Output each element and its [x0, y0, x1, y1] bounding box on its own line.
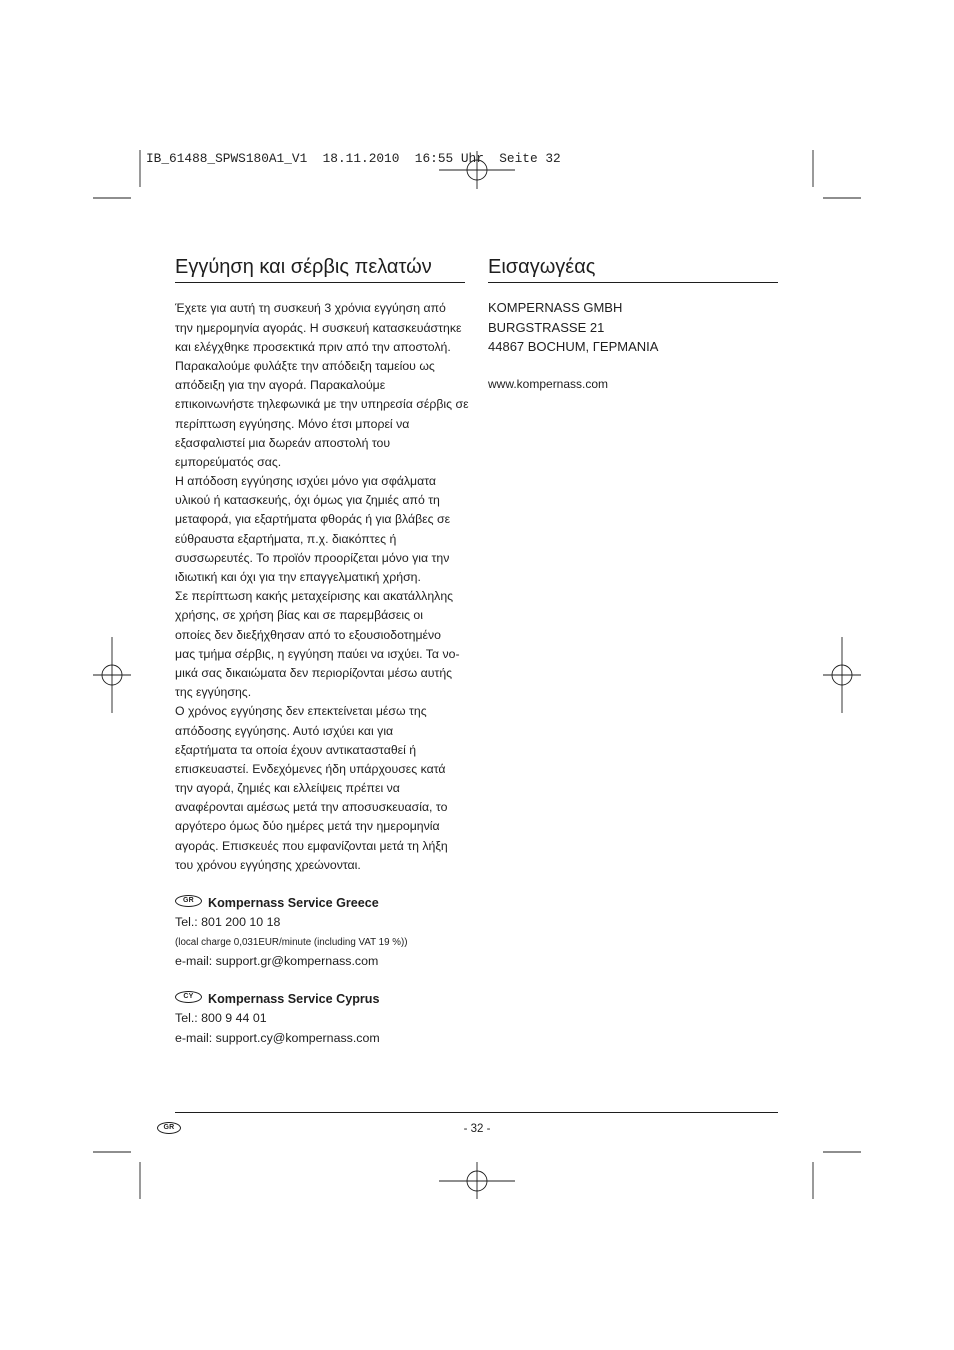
crop-mark-bottom-right: [813, 1152, 861, 1199]
service-name: Kompernass Service Cyprus: [208, 992, 380, 1007]
body-text-line: οποίες δεν διεξήχθησαν από το εξουσιοδοτημένο: [175, 627, 441, 642]
registration-mark-right: [823, 637, 861, 713]
service-phone: Tel.: 800 9 44 01: [175, 1011, 267, 1026]
warranty-section: [175, 253, 469, 1048]
body-text-line: Η απόδοση εγγύησης ισχύει μόνο για σφάλματα: [175, 474, 437, 489]
warranty-paragraph: [175, 299, 469, 472]
body-text-line: αναφέρονται αμέσως μετά την αποσυσκευασία, το: [175, 800, 448, 815]
crop-mark-top-right: [813, 150, 861, 198]
body-text-line: εύθραυστα εξαρτήματα, π.χ. διακόπτες ή: [175, 531, 397, 546]
body-text-line: του χρόνου εγγύησης χρεώνονται.: [175, 857, 361, 872]
body-text-line: την αγορά, ζημιές και ελλείψεις πρέπει να: [175, 781, 400, 796]
warranty-body: [175, 299, 469, 875]
registration-circle: [832, 665, 852, 685]
registration-circle: [467, 1171, 487, 1191]
body-text-line: εξασφαλιστεί μια δωρεάν αποστολή του: [175, 435, 391, 450]
warranty-paragraph: [175, 702, 465, 875]
body-text-line: μεταφορά, για εξαρτήματα φθοράς ή για βλάβες σε: [175, 512, 451, 527]
service-email: e-mail: support.cy@kompernass.com: [175, 1030, 380, 1045]
body-text-line: Σε περίπτωση κακής μεταχείρισης και ακατάλληλης: [175, 589, 454, 604]
address-line: BURGSTRASSE 21: [488, 319, 605, 335]
body-text-line: αγοράς. Επισκευές που εμφανίζονται μετά τη λήξη: [175, 838, 448, 853]
body-text-line: ιδιωτική και όχι για την επαγγελματική χρήση.: [175, 570, 421, 585]
body-text-line: εξαρτήματα τα οποία έχουν αντικατασταθεί ή: [175, 742, 417, 757]
importer-address: [488, 298, 778, 356]
registration-mark-bottom: [439, 1162, 515, 1199]
body-text-line: περίπτωση εγγύησης. Μόνο έτσι μπορεί να: [175, 416, 410, 431]
body-text-line: μικά σας δικαιώματα δεν περιορίζονται μέσω αυτής: [175, 665, 453, 680]
body-text-line: Παρακαλούμε φυλάξτε την απόδειξη ταμείου ως: [175, 358, 435, 373]
warranty-paragraph: [175, 587, 465, 702]
body-text-line: υλικού ή κατασκευής, όχι όμως για ζημιές από τη: [175, 493, 440, 508]
page-number: - 32 -: [463, 1123, 491, 1135]
body-text-line: την ημερομηνία αγοράς. Η συσκευή κατασκευάστηκε: [175, 320, 462, 335]
body-text-line: επισκευαστεί. Ενδεχόμενες ήδη υπάρχουσες κατά: [175, 761, 446, 776]
body-text-line: συσσωρευτές. Το προϊόν προορίζεται μόνο για την: [175, 550, 450, 565]
body-text-line: απόδειξη για την αγορά. Παρακαλούμε: [175, 378, 386, 393]
warranty-paragraph: [175, 472, 465, 587]
body-text-line: Έχετε για αυτή τη συσκευή 3 χρόνια εγγύηση από: [175, 301, 446, 316]
body-text-line: και ελέγχθηκε προσεκτικά πριν από την αποστολή.: [175, 339, 451, 354]
service-name: Kompernass Service Greece: [208, 896, 379, 911]
body-text-line: Ο χρόνος εγγύησης δεν επεκτείνεται μέσω της: [175, 704, 427, 719]
print-slug-line: IB_61488_SPWS180A1_V1 18.11.2010 16:55 Uhr Seite 32: [146, 151, 561, 166]
registration-mark-left: [93, 637, 131, 713]
address-line: 44867 BOCHUM, ΓΕΡΜΑΝΙΑ: [488, 338, 659, 354]
service-contacts: [175, 894, 465, 1048]
service-phone: Tel.: 801 200 10 18: [175, 915, 281, 930]
warranty-heading: Εγγύηση και σέρβις πελατών: [175, 253, 465, 283]
importer-website: www.kompernass.com: [488, 377, 609, 392]
service-title-row: [175, 894, 465, 913]
country-badge-cy: CY: [175, 991, 202, 1003]
crop-mark-bottom-left: [93, 1152, 140, 1199]
service-title-row: [175, 990, 465, 1009]
country-badge-gr: GR: [175, 895, 202, 907]
body-text-line: χρήσης, σε χρήση βίας και σε παρεμβάσεις οι: [175, 608, 423, 623]
service-cyprus: [175, 990, 465, 1048]
body-text-line: της εγγύησης.: [175, 685, 252, 700]
address-line: KOMPERNASS GMBH: [488, 300, 623, 316]
importer-heading: Εισαγωγέας: [488, 253, 778, 283]
body-text-line: εμπορεύματός σας.: [175, 454, 282, 469]
body-text-line: μας τμήμα σέρβις, η εγγύηση παύει να ισχύει. Τα νο-: [175, 646, 460, 661]
footer-language-badge: GR: [157, 1122, 181, 1134]
footer-rule: [175, 1112, 778, 1113]
importer-section: [488, 253, 778, 394]
service-charge-note: (local charge 0,031EUR/minute (including VAT 19 %)): [175, 936, 408, 948]
body-text-line: επικοινωνήστε τηλεφωνικά με την υπηρεσία σέρβις σε: [175, 397, 469, 412]
registration-circle: [102, 665, 122, 685]
service-email: e-mail: support.gr@kompernass.com: [175, 953, 379, 968]
crop-mark-top-left: [93, 150, 140, 198]
service-greece: [175, 894, 465, 971]
body-text-line: απόδοσης εγγύησης. Αυτό ισχύει και για: [175, 723, 394, 738]
body-text-line: αργότερο όμως δύο ημέρες μετά την ημερομηνία: [175, 819, 440, 834]
